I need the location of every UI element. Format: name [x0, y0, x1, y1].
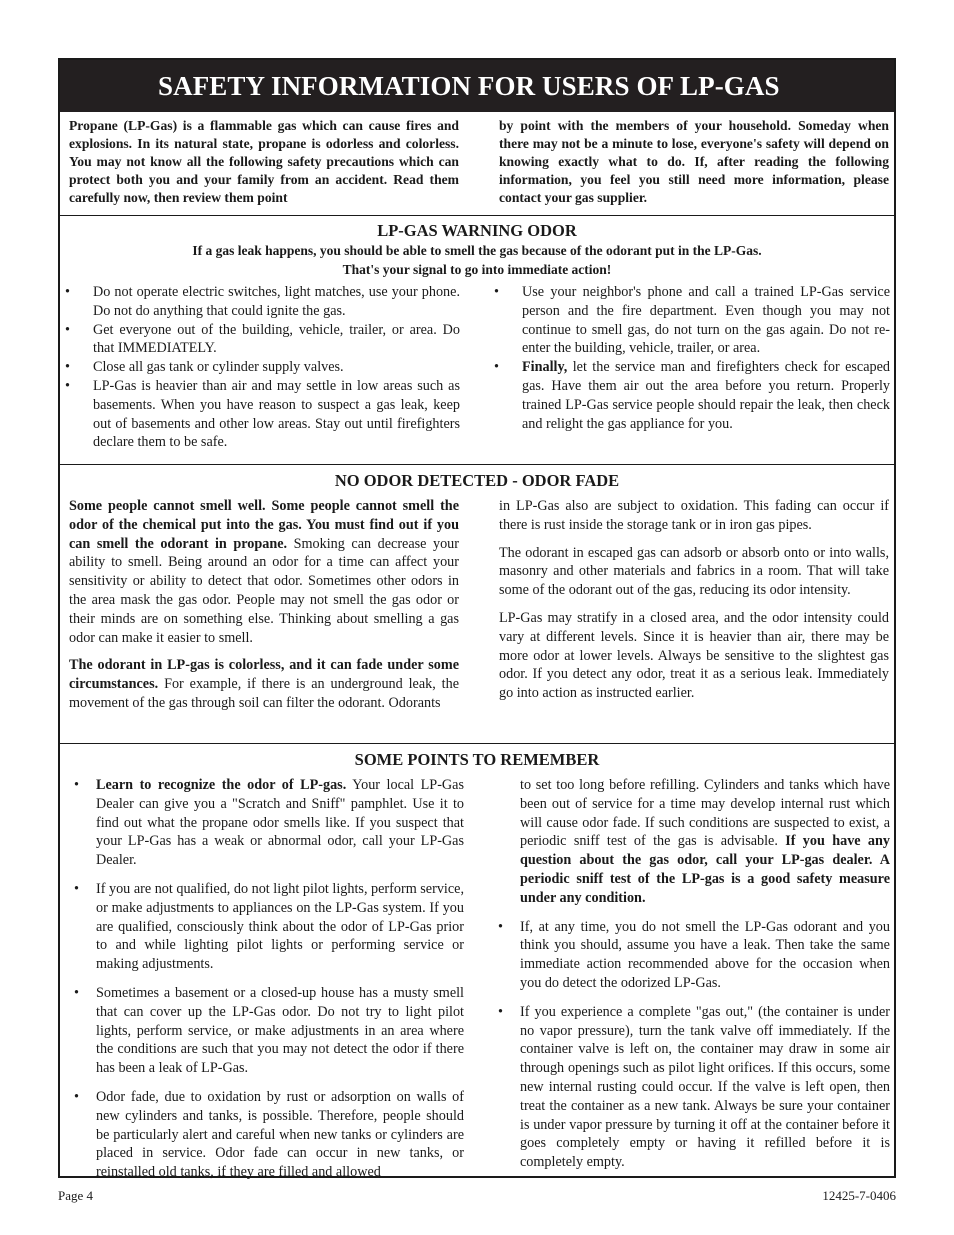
intro-right-text: by point with the members of your household. Someday when there may not be a minute to lose, everyone's safety will depend on knowing exactly what to do. If, after reading the following information, you feel you still need more information, please contact your gas supplier.: [499, 118, 889, 205]
list-item: • Use your neighbor's phone and call a trained LP-Gas service person and the fire department. Even though you may not continue to smell gas, do not turn on the gas again. Do not re-enter the building, vehicle, trailer, or area.: [494, 284, 890, 357]
no-odor-paragraph-4: The odorant in escaped gas can adsorb or absorb onto or into walls, masonry and other materials and fabrics in a room. That will take some of the odorant out of the gas, reducing its odor intensity.: [499, 544, 889, 599]
list-item: • If, at any time, you do not smell the LP-Gas odorant and you think you should, assume you have a leak. Then take the same immediate action recommended above for the occasion when you do detect the odorized LP-Gas.: [498, 918, 890, 991]
no-odor-paragraph-3: in LP-Gas also are subject to oxidation. This fading can occur if there is rust inside the storage tank or in iron gas pipes.: [499, 498, 889, 533]
list-item: • If you experience a complete "gas out," (the container is under no vapor pressure), turn the tank valve off immediately. If the container valve is left on, the container may draw in some air through openings such as pilot light orifices. If this occurs, some new internal rusting could occur. If the valve is left open, then treat the container as a new tank. Always be sure your container is under vapor pressure by turning it off at the container before it goes completely empty or having it refilled before it is completely empty.: [498, 1003, 890, 1171]
document-number: 12425-7-0406: [822, 1188, 896, 1203]
no-odor-paragraph-5: LP-Gas may stratify in a closed area, and the odor intensity could vary at different levels. Since it is heavier than air, there may be more odor at lower levels. Always be sensitive to the slightest gas odor. If you detect any odor, treat it as a serious leak. Immediately go into action as instructed earlier.: [499, 609, 889, 702]
list-item: • Do not operate electric switches, light matches, use your phone. Do not do anything that could ignite the gas.: [65, 284, 460, 319]
no-odor-paragraph-1: Some people cannot smell well. Some people cannot smell the odor of the chemical put into the gas. You must find out if you can smell the odorant in propane. Smoking can decrease your ability to smell. Being around an odor for a time can affect your sensitivity or ability to detect that odor. Sometimes other odors in the area mask the gas odor. People may not smell the gas odor or their minds are on something else. Thinking about smelling a gas odor can make it easier to smell.: [69, 498, 459, 646]
no-odor-paragraph-2: The odorant in LP-gas is colorless, and it can fade under some circumstances. For example, if there is an underground leak, the movement of the gas through soil can filter the odorant. Odorants: [69, 657, 459, 711]
list-item: • Sometimes a basement or a closed-up house has a musty smell that can cover up the LP-Gas odor. Do not try to light pilot lights, perform service, or make adjustments in an area where the conditions are such that you may not detect the odor if there has been a leak of LP-Gas.: [74, 984, 464, 1077]
list-item: • Finally, let the service man and firefighters check for escaped gas. Have them air out the area before you return. Properly trained LP-Gas service people should repair the leak, then check and relight the gas appliance for you.: [494, 359, 890, 432]
page-number: Page 4: [58, 1188, 94, 1203]
intro-left-text: Propane (LP-Gas) is a flammable gas which can cause fires and explosions. In its natural state, propane is odorless and colorless. You may not know all the following safety precautions which can protect both you and your family from an accident. Read them carefully now, then review them point: [69, 118, 459, 205]
list-item: • If you are not qualified, do not light pilot lights, perform service, or make adjustments to appliances on the LP-Gas system. If you are qualified, consciously think about the odor of LP-Gas prior to and while lighting pilot lights or performing service or making adjustments.: [74, 880, 465, 973]
intro-section: [60, 112, 894, 215]
list-item: • Odor fade, due to oxidation by rust or adsorption on walls of new cylinders and tanks, is possible. Therefore, people should be particularly alert and careful when new tanks or cylinders are placed in service. Odor fade can occur in new tanks, or reinstalled old tanks, if they are filled and allowed: [74, 1088, 464, 1181]
page-title: SAFETY INFORMATION FOR USERS OF LP-GAS: [60, 60, 894, 112]
list-item-continued: to set too long before refilling. Cylinders and tanks which have been out of service for a time may develop internal rust which will cause odor fade. If such conditions are suspected to exist, a periodic sniff test of the gas is advisable. If you have any question about the gas odor, call your LP-gas dealer. A periodic sniff test of the LP-gas is a good safety measure under any condition.: [520, 777, 891, 906]
list-item: • Get everyone out of the building, vehicle, trailer, or area. Do that IMMEDIATELY.: [65, 321, 460, 357]
no-odor-heading: NO ODOR DETECTED - ODOR FADE: [334, 471, 620, 490]
list-item: • Close all gas tank or cylinder supply valves.: [65, 359, 344, 376]
list-item: • LP-Gas is heavier than air and may settle in low areas such as basements. When you have reason to suspect a gas leak, keep out of basements and other low areas. Stay out until firefighters declare them to be safe.: [65, 377, 460, 451]
warning-odor-subheading-2: That's your signal to go into immediate action!: [342, 262, 612, 277]
warning-odor-heading: LP-GAS WARNING ODOR: [377, 221, 577, 240]
warning-odor-subheading-1: If a gas leak happens, you should be able to smell the gas because of the odorant put in the LP-Gas.: [192, 243, 762, 258]
list-item: • Learn to recognize the odor of LP-gas. Your local LP-Gas Dealer can give you a "Scratch and Sniff" pamphlet. Use it to find out what the propane odor smells like. If you suspect that your LP-Gas has a weak or abnormal odor, call your LP-Gas Dealer.: [74, 777, 464, 869]
points-section: [60, 743, 894, 1179]
warning-odor-section: [60, 215, 894, 464]
no-odor-section: [60, 464, 894, 743]
points-heading: SOME POINTS TO REMEMBER: [354, 750, 600, 769]
safety-info-box: [58, 58, 896, 1181]
